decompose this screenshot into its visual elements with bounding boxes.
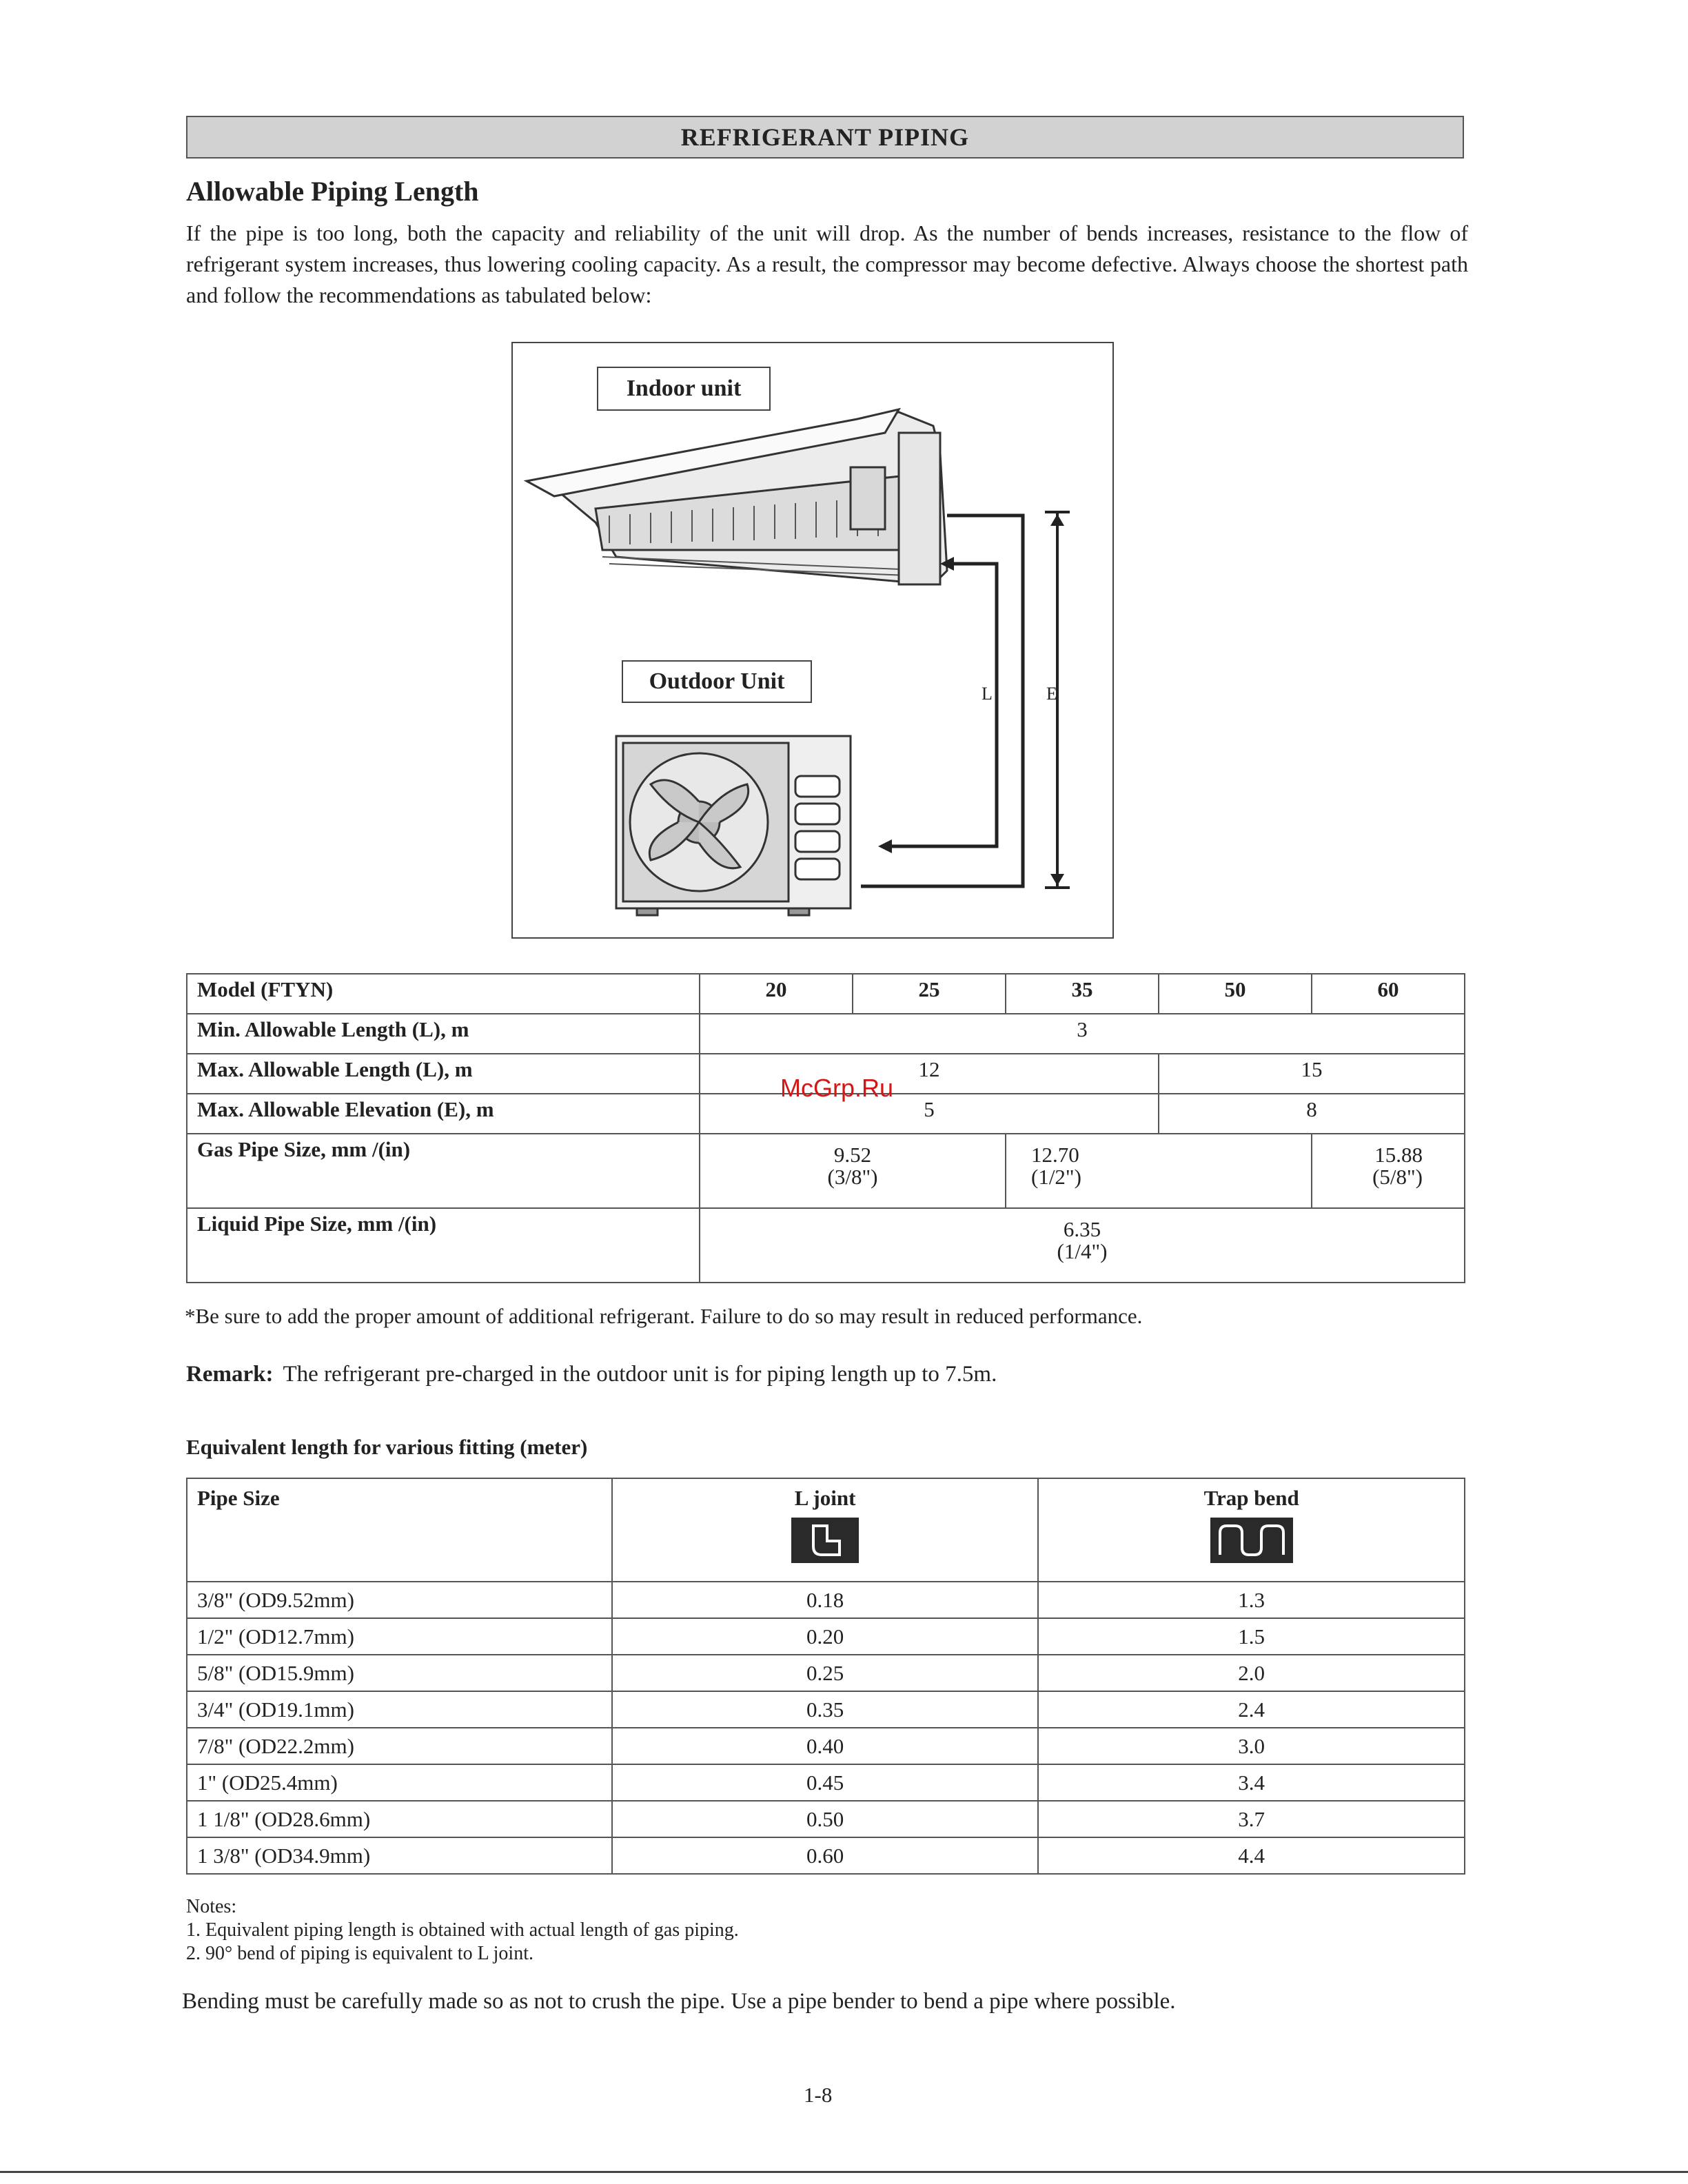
liquid-in: (1/4") (1057, 1239, 1108, 1263)
trap-bend-cell: 4.4 (1038, 1837, 1465, 1874)
l-joint-cell: 0.18 (612, 1582, 1039, 1618)
l-joint-header: L joint (794, 1486, 856, 1510)
indoor-unit-label: Indoor unit (626, 376, 742, 401)
notes-heading: Notes: (186, 1896, 237, 1917)
outdoor-unit-label-box (622, 660, 812, 703)
table-row (187, 1764, 1465, 1801)
value-cell (1006, 1134, 1312, 1208)
model-cell: 35 (1006, 974, 1159, 1014)
subsection-heading: Allowable Piping Length (186, 176, 479, 207)
pipe-size-cell: 3/8" (OD9.52mm) (187, 1582, 612, 1618)
note-item: 2. 90° bend of piping is equivalent to L joint. (186, 1943, 533, 1964)
watermark: McGrp.Ru (780, 1074, 894, 1102)
value-cell: 12 (700, 1054, 1159, 1094)
value-cell (700, 1208, 1465, 1283)
column-header (1038, 1478, 1465, 1582)
table-row (187, 1478, 1465, 1582)
model-cell: 60 (1312, 974, 1465, 1014)
row-label: Max. Allowable Length (L), m (187, 1054, 700, 1094)
table-row (187, 1014, 1465, 1054)
column-header (187, 1478, 612, 1582)
value-cell: 8 (1159, 1094, 1465, 1134)
bending-note: Bending must be carefully made so as not to crush the pipe. Use a pipe bender to bend a pipe where possible. (182, 1989, 1176, 2014)
pipe-size-cell: 3/4" (OD19.1mm) (187, 1691, 612, 1728)
piping-diagram-art (513, 343, 1115, 940)
trap-bend-icon (1210, 1518, 1293, 1563)
table-row (187, 1691, 1465, 1728)
table-row (187, 1208, 1465, 1283)
l-joint-cell: 0.45 (612, 1764, 1039, 1801)
liquid-mm: 6.35 (1063, 1217, 1101, 1241)
remark-label: Remark: (186, 1362, 274, 1387)
model-cell: 50 (1159, 974, 1312, 1014)
row-label: Max. Allowable Elevation (E), m (187, 1094, 700, 1134)
row-label: Gas Pipe Size, mm /(in) (187, 1134, 700, 1208)
table-row (187, 1582, 1465, 1618)
table-row (187, 974, 1465, 1014)
section-title-bar (186, 116, 1464, 159)
value-cell: 15 (1159, 1054, 1465, 1094)
trap-bend-cell: 3.0 (1038, 1728, 1465, 1764)
trap-bend-cell: 1.5 (1038, 1618, 1465, 1655)
intro-paragraph: If the pipe is too long, both the capacity and reliability of the unit will drop. As the number of bends increases, resistance to the flow of refrigerant system increases, thus lowering cooling capacity. As a result, the compressor may become defective. Always choose the shortest path and follow the recommendations as tabulated below: (186, 221, 1468, 307)
model-cell: 25 (853, 974, 1006, 1014)
gas-in: (3/8") (827, 1165, 878, 1189)
trap-bend-cell: 3.4 (1038, 1764, 1465, 1801)
indoor-unit-drawing (527, 409, 947, 584)
section-title: REFRIGERANT PIPING (680, 123, 970, 151)
table-row (187, 1728, 1465, 1764)
l-joint-icon (791, 1518, 859, 1563)
notes (186, 1895, 739, 1966)
note-item: 1. Equivalent piping length is obtained with actual length of gas piping. (186, 1919, 739, 1941)
value-cell (1312, 1134, 1465, 1208)
l-joint-cell: 0.25 (612, 1655, 1039, 1691)
table-row (187, 1837, 1465, 1874)
table-row (187, 1618, 1465, 1655)
equivalent-length-table (186, 1478, 1465, 1875)
model-header: Model (FTYN) (187, 974, 700, 1014)
outdoor-unit-label: Outdoor Unit (649, 669, 785, 694)
model-cell: 20 (700, 974, 853, 1014)
pipe-size-header: Pipe Size (197, 1486, 280, 1510)
gas-in: (1/2") (1031, 1165, 1081, 1189)
l-joint-cell: 0.20 (612, 1618, 1039, 1655)
page-number: 1-8 (804, 2083, 833, 2107)
gas-mm: 12.70 (1031, 1143, 1079, 1167)
trap-bend-cell: 3.7 (1038, 1801, 1465, 1837)
pipe-size-cell: 1 3/8" (OD34.9mm) (187, 1837, 612, 1874)
remark-text: The refrigerant pre-charged in the outdoor unit is for piping length up to 7.5m. (283, 1362, 997, 1387)
trap-bend-header: Trap bend (1203, 1486, 1299, 1510)
pipe-size-cell: 1" (OD25.4mm) (187, 1764, 612, 1801)
table-row (187, 1134, 1465, 1208)
gas-mm: 9.52 (833, 1143, 872, 1167)
remark (186, 1362, 997, 1387)
refrigerant-note: *Be sure to add the proper amount of additional refrigerant. Failure to do so may result in reduced performance. (185, 1304, 1143, 1328)
equivalent-length-title: Equivalent length for various fitting (meter) (186, 1435, 588, 1459)
table-row (187, 1801, 1465, 1837)
gas-mm: 15.88 (1374, 1143, 1423, 1167)
column-header (612, 1478, 1039, 1582)
elevation-label: E (1046, 684, 1057, 704)
piping-diagram (511, 342, 1114, 939)
table-row (187, 1655, 1465, 1691)
l-joint-cell: 0.50 (612, 1801, 1039, 1837)
row-label: Min. Allowable Length (L), m (187, 1014, 700, 1054)
indoor-unit-label-box (597, 367, 771, 411)
trap-bend-cell: 1.3 (1038, 1582, 1465, 1618)
l-joint-cell: 0.40 (612, 1728, 1039, 1764)
arrow-head-lower (878, 839, 892, 853)
value-cell (700, 1134, 1006, 1208)
pipe-size-cell: 7/8" (OD22.2mm) (187, 1728, 612, 1764)
pipe-size-cell: 5/8" (OD15.9mm) (187, 1655, 612, 1691)
trap-bend-cell: 2.0 (1038, 1655, 1465, 1691)
value-cell: 3 (700, 1014, 1465, 1054)
pipe-size-cell: 1/2" (OD12.7mm) (187, 1618, 612, 1655)
l-joint-cell: 0.60 (612, 1837, 1039, 1874)
row-label: Liquid Pipe Size, mm /(in) (187, 1208, 700, 1283)
length-label: L (982, 684, 993, 704)
piping-spec-table (186, 973, 1465, 1283)
pipe-size-cell: 1 1/8" (OD28.6mm) (187, 1801, 612, 1837)
value-cell: 5 (700, 1094, 1159, 1134)
trap-bend-cell: 2.4 (1038, 1691, 1465, 1728)
l-joint-cell: 0.35 (612, 1691, 1039, 1728)
outdoor-unit-drawing (616, 736, 851, 915)
bottom-divider (0, 2171, 1688, 2173)
gas-in: (5/8") (1372, 1165, 1423, 1189)
